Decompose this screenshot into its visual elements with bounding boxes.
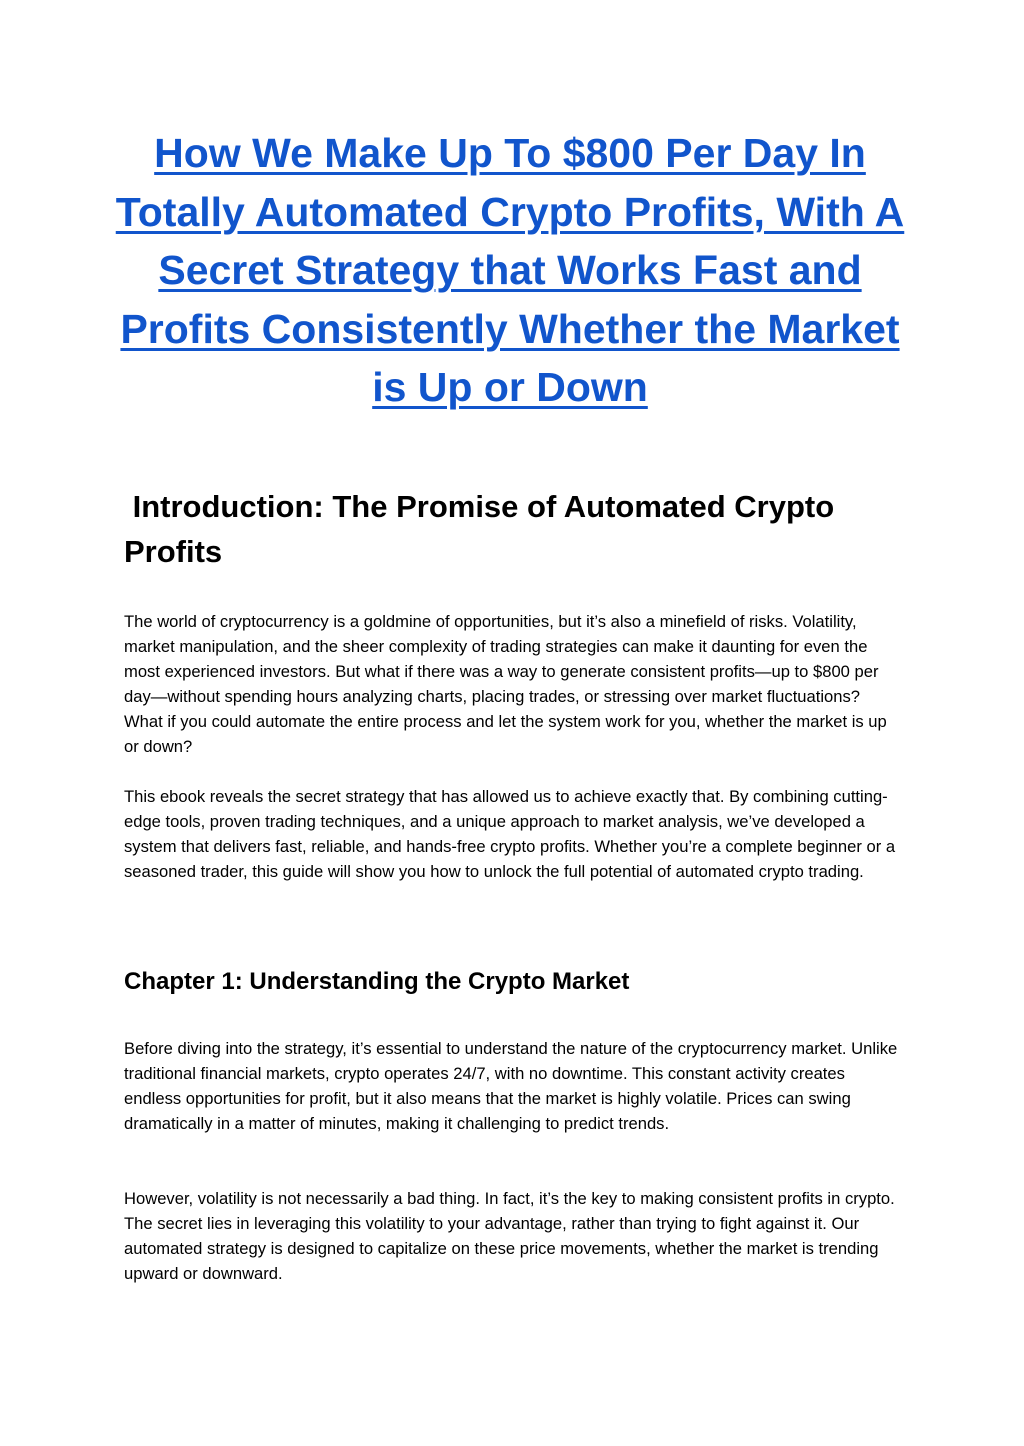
introduction-paragraph-2: This ebook reveals the secret strategy that has allowed us to achieve exactly that. By combining cutting-edge tools, proven trading techniques, and a unique approach to market analysis, we’ve developed a system that delivers fast, reliable, and hands-free crypto profits. Whether you’re a complete beginner or a seasoned trader, this guide will show you how to unlock the full potential of automated crypto trading. [124,787,896,881]
document-title [100,124,920,417]
introduction-heading: Introduction: The Promise of Automated Crypto Profits [124,489,843,569]
chapter-1-paragraph-2: However, volatility is not necessarily a bad thing. In fact, it’s the key to making consistent profits in crypto. The secret lies in leveraging this volatility to your advantage, rather than trying to fight against it. Our automated strategy is designed to capitalize on these price movements, whether the market is trending upward or downward. [124,1189,895,1283]
chapter-1-heading: Chapter 1: Understanding the Crypto Market [124,968,630,995]
chapter-1-paragraph-1: Before diving into the strategy, it’s essential to understand the nature of the cryptocurrency market. Unlike traditional financial markets, crypto operates 24/7, with no downtime. This constant activity creates endless opportunities for profit, but it also means that the market is highly volatile. Prices can swing dramatically in a matter of minutes, making it challenging to predict trends. [124,1039,898,1133]
introduction-paragraph-1: The world of cryptocurrency is a goldmine of opportunities, but it’s also a minefield of risks. Volatility, market manipulation, and the sheer complexity of trading strategies can make it daunting for even the most experienced investors. But what if there was a way to generate consistent profits—up to $800 per day—without spending hours analyzing charts, placing trades, or stressing over market fluctuations? What if you could automate the entire process and let the system work for you, whether the market is up or down? [124,612,887,756]
title-link[interactable]: How We Make Up To $800 Per Day In Totally Automated Crypto Profits, With A Secret Strategy that Works Fast and Profits Consistently Whether the Market is Up or Down [115,130,905,410]
